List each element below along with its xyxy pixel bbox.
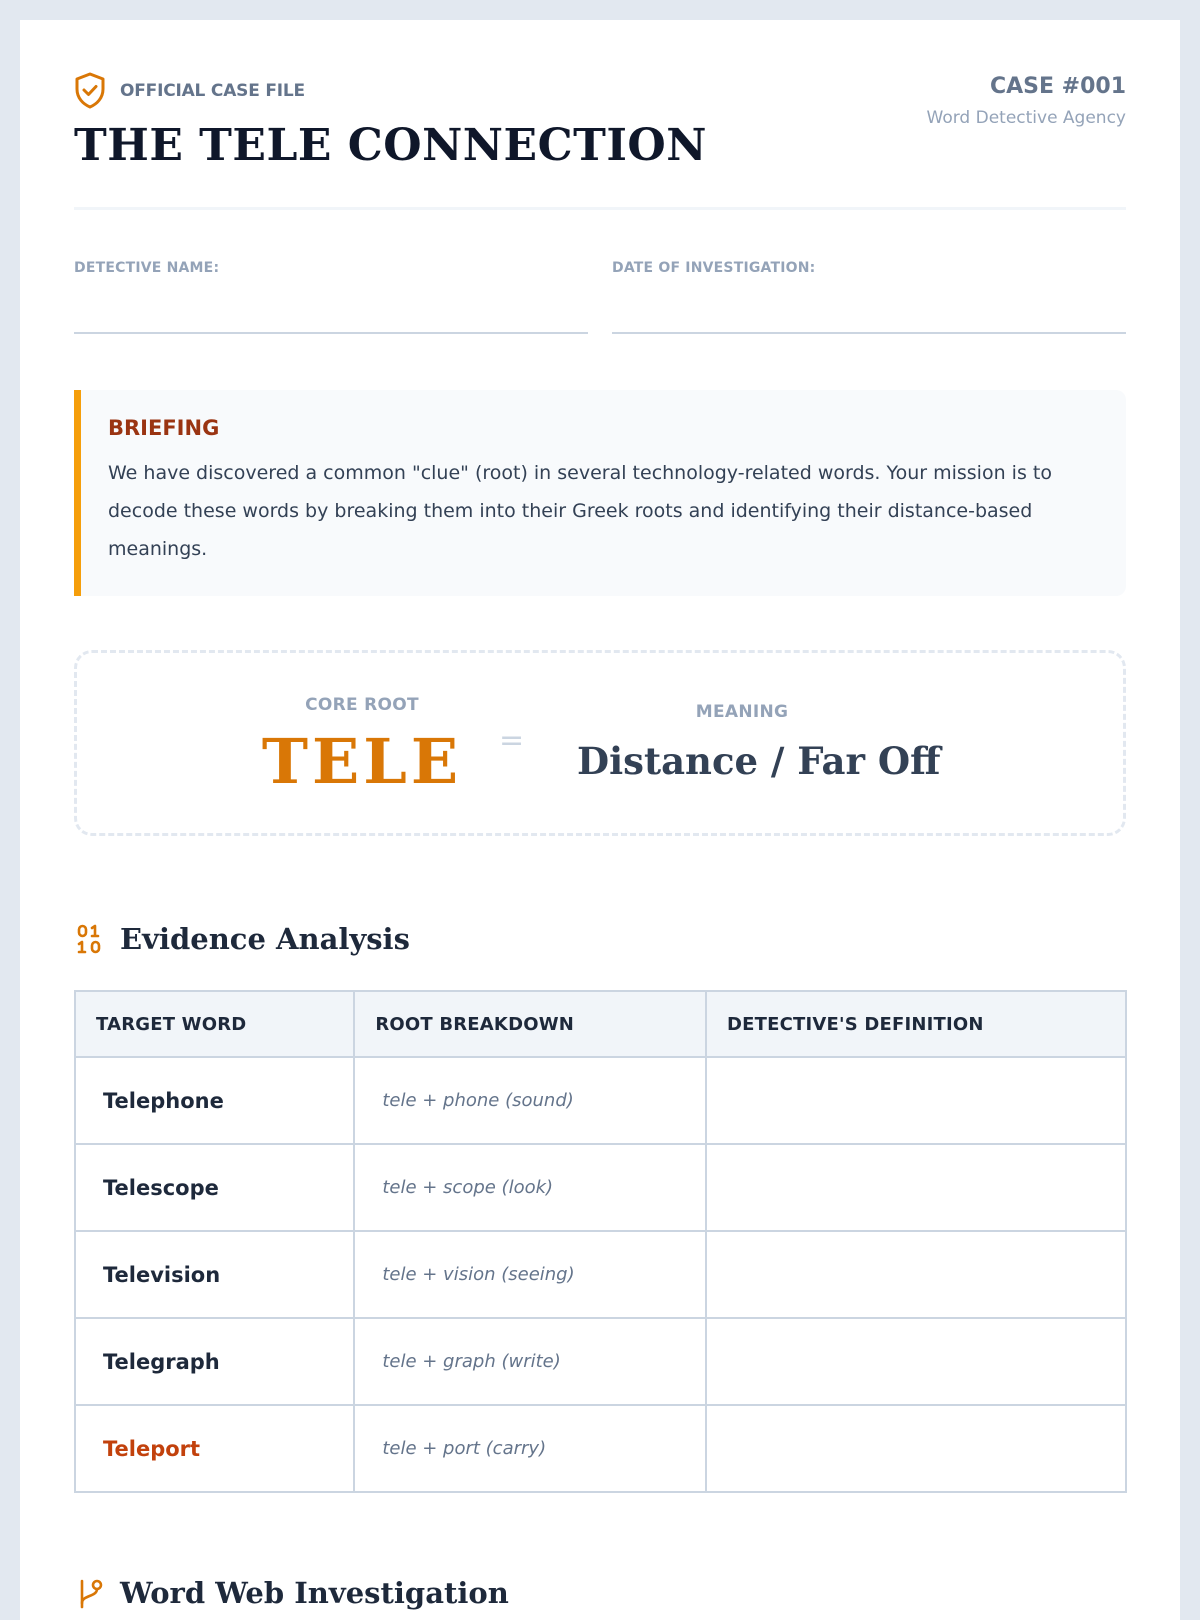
kicker (74, 72, 305, 110)
briefing-box (74, 390, 1126, 596)
table-row (75, 1057, 1126, 1144)
header-divider (74, 207, 1126, 210)
root-breakdown: tele + vision (seeing) (354, 1231, 706, 1318)
evidence-title: Evidence Analysis (120, 922, 410, 956)
target-word: Telescope (75, 1144, 354, 1231)
date-field[interactable] (612, 260, 1126, 334)
root-breakdown: tele + port (carry) (354, 1405, 706, 1492)
column-header-target-word: TARGET WORD (75, 991, 354, 1057)
definition-cell[interactable] (706, 1144, 1126, 1231)
branch-icon (74, 1577, 106, 1609)
target-word: Telephone (75, 1057, 354, 1144)
root-breakdown: tele + scope (look) (354, 1144, 706, 1231)
equals-sign: = (499, 723, 525, 758)
root-breakdown: tele + graph (write) (354, 1318, 706, 1405)
word-web-title: Word Web Investigation (120, 1576, 509, 1610)
root-meaning: Distance / Far Off (577, 739, 941, 783)
table-row (75, 1231, 1126, 1318)
shield-check-icon (74, 72, 106, 110)
table-row (75, 1405, 1126, 1492)
target-word-highlighted: Teleport (75, 1405, 354, 1492)
case-file-page (20, 20, 1180, 1620)
target-word: Television (75, 1231, 354, 1318)
meaning-label: MEANING (695, 702, 789, 722)
definition-cell[interactable] (706, 1318, 1126, 1405)
agency-name: Word Detective Agency (926, 108, 1126, 128)
root-box (74, 650, 1126, 836)
definition-cell[interactable] (706, 1231, 1126, 1318)
table-row (75, 1144, 1126, 1231)
target-word: Telegraph (75, 1318, 354, 1405)
page-content (74, 20, 1126, 1620)
binary-icon (74, 923, 106, 955)
table-header-row (75, 991, 1126, 1057)
page-title: THE TELE CONNECTION (74, 120, 707, 171)
briefing-title: BRIEFING (108, 416, 220, 440)
word-web-heading (74, 1576, 509, 1610)
definition-cell[interactable] (706, 1405, 1126, 1492)
detective-name-label: DETECTIVE NAME: (74, 260, 220, 276)
root-breakdown: tele + phone (sound) (354, 1057, 706, 1144)
case-number: CASE #001 (989, 74, 1126, 99)
evidence-table (74, 990, 1127, 1493)
kicker-label: OFFICIAL CASE FILE (120, 81, 305, 101)
briefing-text: We have discovered a common "clue" (root) in several technology-related words. Your mission is to decode these words by breaking them into their Greek roots and identifying their distance-based meanings. (108, 462, 1052, 560)
definition-cell[interactable] (706, 1057, 1126, 1144)
date-label: DATE OF INVESTIGATION: (612, 260, 816, 276)
core-root-word: TELE (261, 725, 463, 798)
header-kicker-group (74, 72, 305, 110)
evidence-heading (74, 922, 410, 956)
table-row (75, 1318, 1126, 1405)
column-header-definition: DETECTIVE'S DEFINITION (706, 991, 1126, 1057)
core-root-label: CORE ROOT (305, 695, 419, 715)
detective-name-field[interactable] (74, 260, 588, 334)
column-header-root-breakdown: ROOT BREAKDOWN (354, 991, 706, 1057)
